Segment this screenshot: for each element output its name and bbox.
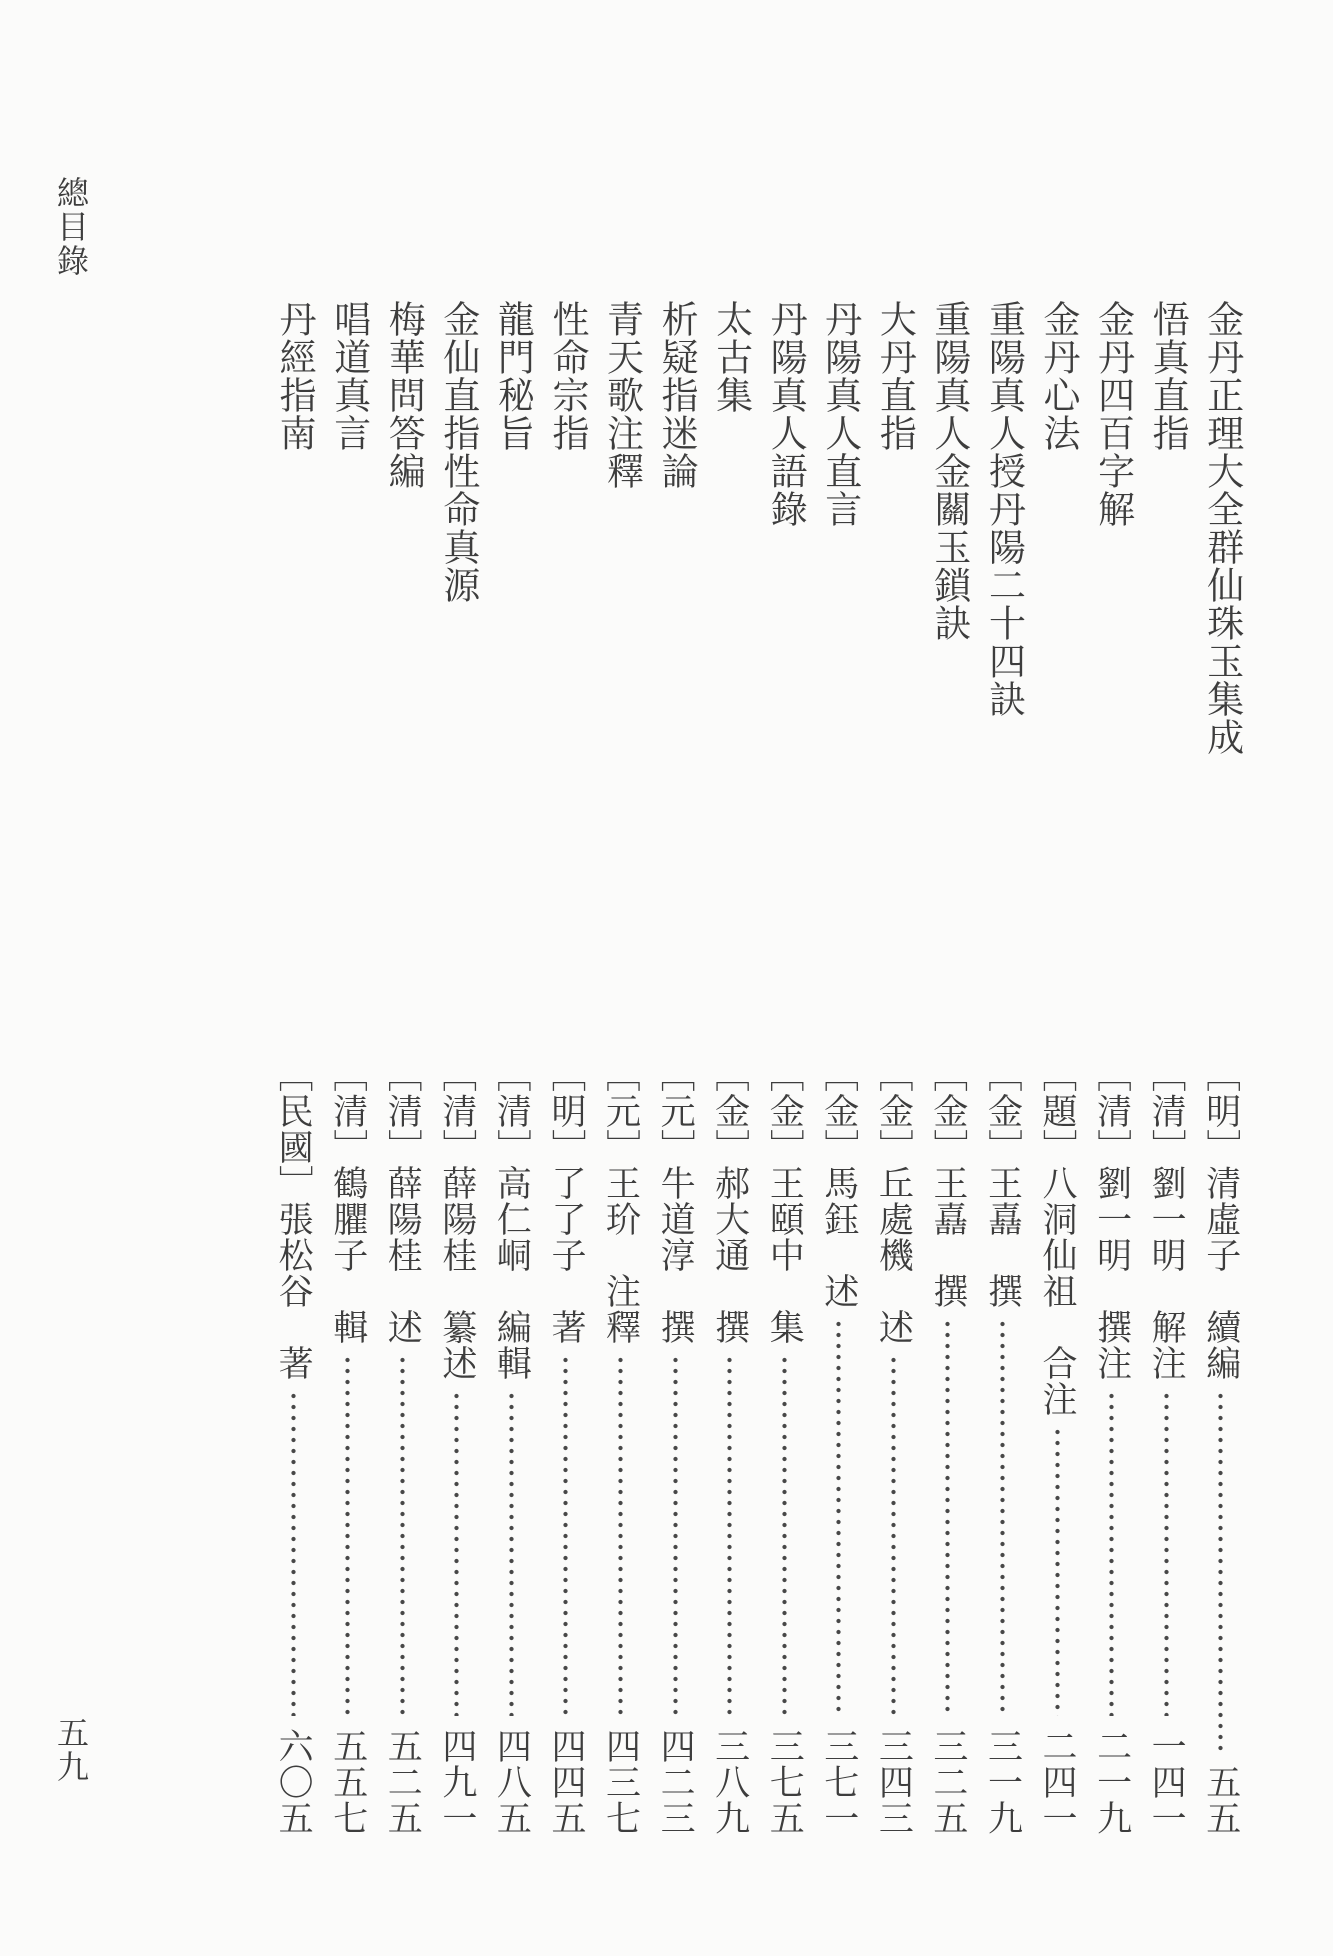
dotted-leader xyxy=(727,1355,732,1716)
dotted-leader xyxy=(454,1391,459,1716)
entry-author: ［金］王嚞 撰 xyxy=(928,1057,968,1309)
toc-entry xyxy=(1084,300,1139,1836)
dotted-leader xyxy=(836,1319,841,1716)
entry-page-number: 二一九 xyxy=(1092,1728,1132,1836)
entry-title: 金仙直指性命真源 xyxy=(436,300,478,604)
entry-author: ［元］牛道淳 撰 xyxy=(656,1057,696,1345)
entry-author: ［元］王玠 注釋 xyxy=(601,1057,641,1345)
entry-title: 丹經指南 xyxy=(273,300,315,452)
toc-entry xyxy=(1139,300,1194,1836)
entry-page-number: 三二五 xyxy=(928,1728,968,1836)
entry-author: ［清］劉一明 撰注 xyxy=(1092,1057,1132,1381)
entry-page-number: 四八五 xyxy=(492,1728,532,1836)
entry-title: 性命宗指 xyxy=(545,300,587,452)
entry-title: 青天歌注釋 xyxy=(600,300,642,490)
entry-page-number: 三四三 xyxy=(874,1728,914,1836)
entry-page-number: 三一九 xyxy=(983,1728,1023,1836)
entry-title: 重陽真人授丹陽二十四訣 xyxy=(982,300,1024,718)
toc-entry xyxy=(812,300,867,1836)
toc-entry xyxy=(539,300,594,1836)
toc-entry xyxy=(648,300,703,1836)
entry-title: 太古集 xyxy=(709,300,751,414)
toc-entry xyxy=(593,300,648,1836)
entry-page-number: 五二五 xyxy=(383,1728,423,1836)
entry-title: 金丹心法 xyxy=(1037,300,1079,452)
entry-author: ［金］王頤中 集 xyxy=(765,1057,805,1345)
dotted-leader xyxy=(618,1355,623,1716)
entry-title: 析疑指迷論 xyxy=(655,300,697,490)
dotted-leader xyxy=(509,1391,514,1716)
entry-author: ［清］劉一明 解注 xyxy=(1147,1057,1187,1381)
dotted-leader xyxy=(400,1355,405,1716)
dotted-leader xyxy=(1164,1391,1169,1716)
entry-author: ［清］薛陽桂 述 xyxy=(383,1057,423,1345)
toc-entry xyxy=(921,300,976,1836)
toc-entry xyxy=(757,300,812,1836)
entry-author: ［金］郝大通 撰 xyxy=(710,1057,750,1345)
dotted-leader xyxy=(1000,1319,1005,1716)
toc-entry xyxy=(430,300,485,1836)
entry-title: 金丹正理大全群仙珠玉集成 xyxy=(1200,300,1242,756)
dotted-leader xyxy=(1055,1427,1060,1716)
dotted-leader xyxy=(891,1355,896,1716)
toc-entry xyxy=(1030,300,1085,1836)
entry-author: ［題］八洞仙祖 合注 xyxy=(1038,1057,1078,1417)
entry-title: 悟真直指 xyxy=(1146,300,1188,452)
toc-entry xyxy=(266,300,321,1836)
toc-entry xyxy=(375,300,430,1836)
entry-page-number: 二四一 xyxy=(1038,1728,1078,1836)
entry-page-number: 六〇五 xyxy=(274,1728,314,1836)
entry-author: ［清］高仁峒 編輯 xyxy=(492,1057,532,1381)
entry-author: ［清］鶴臞子 輯 xyxy=(328,1057,368,1345)
entry-page-number: 四四五 xyxy=(546,1728,586,1836)
entry-page-number: 四九一 xyxy=(437,1728,477,1836)
entry-page-number: 三八九 xyxy=(710,1728,750,1836)
entry-author: ［金］丘處機 述 xyxy=(874,1057,914,1345)
toc-list xyxy=(266,300,1248,1836)
entry-title: 龍門秘旨 xyxy=(491,300,533,452)
dotted-leader xyxy=(1109,1391,1114,1716)
entry-author: ［民國］張松谷 著 xyxy=(274,1057,314,1381)
entry-page-number: 一四一 xyxy=(1147,1728,1187,1836)
entry-author: ［清］薛陽桂 纂述 xyxy=(437,1057,477,1381)
folio-page-number: 五九 xyxy=(53,1716,89,1784)
toc-entry xyxy=(866,300,921,1836)
entry-author: ［金］馬鈺 述 xyxy=(819,1057,859,1309)
dotted-leader xyxy=(673,1355,678,1716)
dotted-leader xyxy=(945,1319,950,1716)
entry-title: 唱道真言 xyxy=(327,300,369,452)
entry-page-number: 四二三 xyxy=(656,1728,696,1836)
entry-page-number: 三七一 xyxy=(819,1728,859,1836)
page-title: 總目錄 xyxy=(53,176,89,278)
toc-entry xyxy=(484,300,539,1836)
dotted-leader xyxy=(345,1355,350,1716)
toc-entry xyxy=(975,300,1030,1836)
dotted-leader xyxy=(1218,1391,1223,1752)
dotted-leader xyxy=(291,1391,296,1716)
toc-entry xyxy=(702,300,757,1836)
entry-title: 大丹直指 xyxy=(873,300,915,452)
entry-title: 金丹四百字解 xyxy=(1091,300,1133,528)
entry-page-number: 五五 xyxy=(1201,1764,1241,1836)
entry-page-number: 三七五 xyxy=(765,1728,805,1836)
entry-title: 丹陽真人直言 xyxy=(818,300,860,528)
entry-page-number: 五五七 xyxy=(328,1728,368,1836)
entry-author: ［明］了了子 著 xyxy=(546,1057,586,1345)
dotted-leader xyxy=(563,1355,568,1716)
entry-title: 梅華問答編 xyxy=(382,300,424,490)
entry-author: ［明］清虛子 續編 xyxy=(1201,1057,1241,1381)
toc-entry xyxy=(320,300,375,1836)
entry-title: 丹陽真人語錄 xyxy=(764,300,806,528)
entry-author: ［金］王嚞 撰 xyxy=(983,1057,1023,1309)
entry-page-number: 四三七 xyxy=(601,1728,641,1836)
toc-entry xyxy=(1193,300,1248,1836)
dotted-leader xyxy=(782,1355,787,1716)
entry-title: 重陽真人金關玉鎖訣 xyxy=(927,300,969,642)
